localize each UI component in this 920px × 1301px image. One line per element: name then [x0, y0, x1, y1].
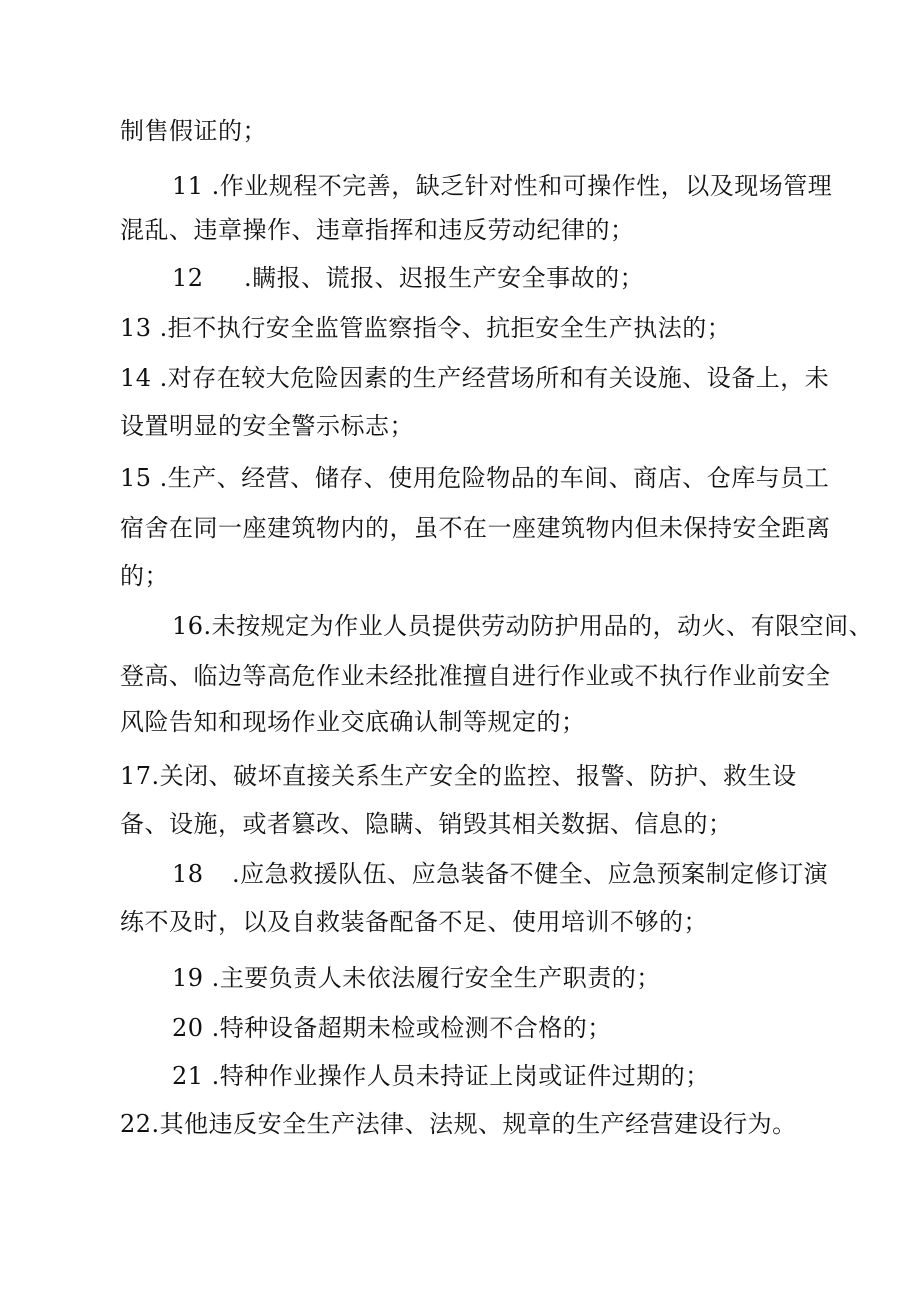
item-11-line-1: 11 .作业规程不完善，缺乏针对性和可操作性，以及现场管理: [172, 172, 833, 200]
item-11-line-2: 混乱、违章操作、违章指挥和违反劳动纪律的；: [120, 216, 635, 244]
item-14-line-2: 设置明显的安全警示标志；: [120, 412, 414, 440]
item-22-line: 22.其他违反安全生产法律、法规、规章的生产经营建设行为。: [120, 1110, 797, 1138]
item-15-line-1: 15 .生产、经营、储存、使用危险物品的车间、商店、仓库与员工: [120, 464, 830, 492]
item-16-line-3: 风险告知和现场作业交底确认制等规定的；: [120, 708, 586, 736]
item-16-line-1: 16.未按规定为作业人员提供劳动防护用品的，动火、有限空间、: [172, 612, 874, 640]
item-15-line-2: 宿舍在同一座建筑物内的，虽不在一座建筑物内但未保持安全距离: [120, 514, 831, 542]
item-18-line-1: .应急救援队伍、应急装备不健全、应急预案制定修订演: [232, 860, 829, 888]
item-13-line: 13 .拒不执行安全监管监察指令、抗拒安全生产执法的；: [120, 314, 732, 342]
text-line: 制售假证的；: [120, 117, 267, 145]
item-18-line-2: 练不及时，以及自救装备配备不足、使用培训不够的；: [120, 908, 708, 936]
item-20-line: 20 .特种设备超期未检或检测不合格的；: [172, 1014, 612, 1042]
item-19-line: 19 .主要负责人未依法履行安全生产职责的；: [172, 964, 661, 992]
item-15-line-3: 的；: [120, 562, 169, 590]
item-17-line-1: 17.关闭、破坏直接关系生产安全的监控、报警、防护、救生设: [120, 762, 797, 790]
item-17-line-2: 备、设施，或者篡改、隐瞒、销毁其相关数据、信息的；: [120, 810, 733, 838]
item-21-line: 21 .特种作业操作人员未持证上岗或证件过期的；: [172, 1062, 710, 1090]
item-16-line-2: 登高、临边等高危作业未经批准擅自进行作业或不执行作业前安全: [120, 662, 831, 690]
item-12-text: .瞒报、谎报、迟报生产安全事故的；: [244, 264, 645, 292]
item-14-line-1: 14 .对存在较大危险因素的生产经营场所和有关设施、设备上，未: [120, 364, 830, 392]
item-12-number: 12: [172, 264, 204, 292]
item-18-number: 18: [172, 860, 204, 888]
